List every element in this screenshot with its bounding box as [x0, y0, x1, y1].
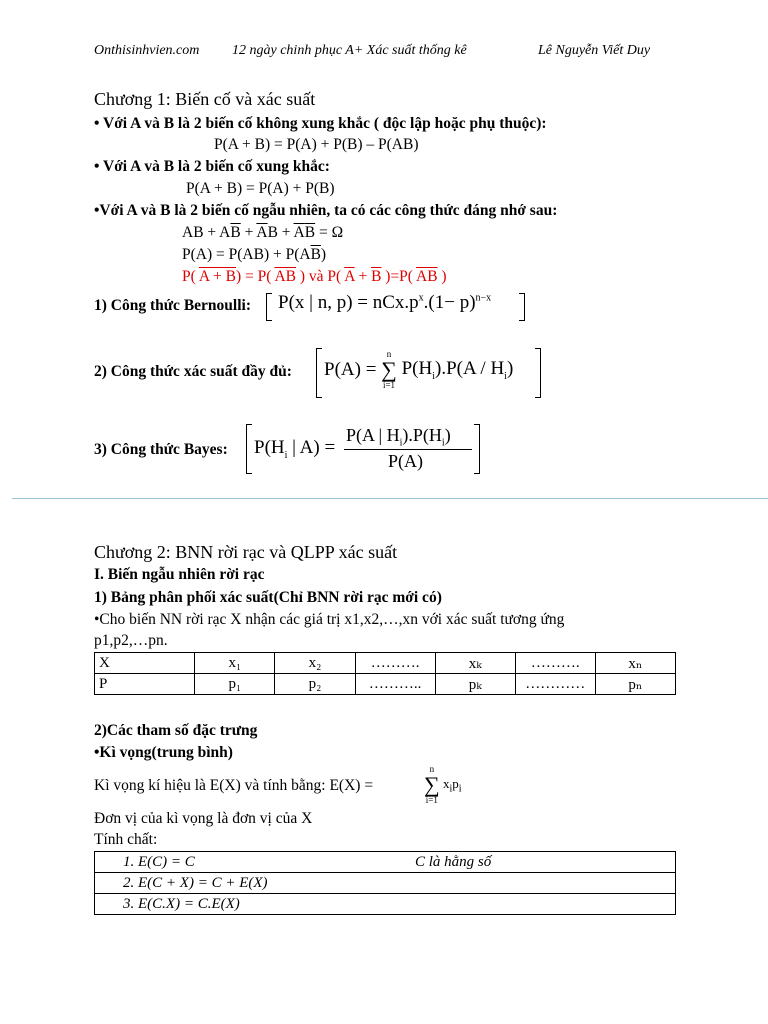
ch1-formula5: P( A + B) = P( $\overline{AB}$ ) và P( $\overline{A} + \overline{B}$ )=P( $\overline{AB}$ ): [182, 268, 447, 285]
table-cell: p₂: [275, 674, 355, 695]
ch1-bullet3: •Với A và B là 2 biến cố ngẫu nhiên, ta có các công thức đáng nhớ sau:: [94, 202, 558, 219]
table-cell: x₂: [275, 653, 355, 674]
chapter1-title: Chương 1: Biến cố và xác suất: [94, 89, 316, 109]
full-prob-formula: P(A) = n ∑ i=1 $P(H_i).P(A / H_i)$: [324, 349, 514, 390]
header-author: Lê Nguyễn Viết Duy: [538, 43, 651, 58]
table-cell: …………: [515, 674, 595, 695]
table-row: [95, 674, 676, 695]
properties-title: Tính chất:: [94, 831, 158, 848]
unit-text: Đơn vị của kì vọng là đơn vị của X: [94, 810, 313, 827]
distribution-table: [94, 652, 676, 695]
bayes-bracket-right: [474, 424, 480, 474]
header-site: Onthisinhvien.com: [94, 43, 200, 58]
table-cell: pₙ: [595, 674, 675, 695]
bayes-lhs: $P(H_i$ | A) =: [254, 437, 336, 461]
table-cell: [95, 873, 676, 894]
ch1-formula2: P(A + B) = P(A) + P(B): [186, 180, 335, 197]
bernoulli-bracket-right: [519, 293, 525, 321]
bernoulli-formula: P(x | n, $p) = nCx.p^x.(1- p)^{n-x}$: [278, 292, 492, 313]
header-course: 12 ngày chinh phục A+ Xác suất thống kê: [232, 43, 467, 58]
bayes-bracket-left: [246, 424, 252, 474]
bernoulli-label: 1) Công thức Bernoulli:: [94, 297, 251, 314]
table-cell: P: [95, 674, 195, 695]
section-divider: [12, 498, 768, 499]
table-cell: x₁: [195, 653, 275, 674]
ch1-bullet2: • Với A và B là 2 biến cố xung khắc:: [94, 158, 330, 175]
ch2-section3: 2)Các tham số đặc trưng: [94, 722, 258, 739]
properties-table: [94, 851, 676, 915]
table-cell: p₁: [195, 674, 275, 695]
bayes-fraction-bar: [344, 449, 472, 450]
bayes-numerator: P(A | $H_i).P(H_i)$: [346, 425, 451, 449]
full-bracket-left: [316, 348, 322, 398]
ch2-para1: •Cho biến NN rời rạc X nhận các giá trị x1,x2,…,xn với xác suất tương ứng: [94, 611, 565, 628]
property-3: 3. E(C.X) = C.E(X): [123, 895, 240, 912]
bayes-denominator: P(A): [388, 451, 423, 471]
table-row: [95, 894, 676, 915]
table-row: [95, 873, 676, 894]
ch1-formula1: P(A + B) = P(A) + P(B) – P(AB): [214, 136, 419, 153]
bernoulli-bracket-left: [266, 293, 272, 321]
chapter2-title: Chương 2: BNN rời rạc và QLPP xác suất: [94, 542, 398, 562]
table-cell: ………..: [355, 674, 435, 695]
property-1: 1. E(C) = C: [123, 853, 195, 870]
full-prob-label: 2) Công thức xác suất đầy đủ:: [94, 363, 292, 380]
ch2-para2: p1,p2,…pn.: [94, 632, 168, 649]
table-cell: [95, 894, 676, 915]
table-cell: xₙ: [595, 653, 675, 674]
expectation-text: Kì vọng kí hiệu là E(X) và tính bằng: E(X) =: [94, 777, 374, 794]
ch2-section2: 1) Bảng phân phối xác suất(Chỉ BNN rời rạc mới có): [94, 589, 442, 606]
table-cell: [95, 852, 676, 873]
property-2: 2. E(C + X) = C + E(X): [123, 874, 268, 891]
table-cell: X: [95, 653, 195, 674]
table-cell: pₖ: [435, 674, 515, 695]
ch2-section4: •Kì vọng(trung bình): [94, 744, 233, 761]
table-cell: xₖ: [435, 653, 515, 674]
expectation-formula: n ∑ i=1 $x_ip_i$: [424, 764, 462, 805]
table-cell: ……….: [355, 653, 435, 674]
table-row: [95, 852, 676, 873]
table-cell: ……….: [515, 653, 595, 674]
bayes-label: 3) Công thức Bayes:: [94, 441, 228, 458]
table-row: [95, 653, 676, 674]
ch2-section1: I. Biến ngẫu nhiên rời rạc: [94, 566, 265, 583]
ch1-bullet1: • Với A và B là 2 biến cố không xung khắc ( độc lập hoặc phụ thuộc):: [94, 115, 547, 132]
ch1-formula3: AB + $A\overline{B} + \overline{A}B + \overline{A}\overline{B} = \Omega$: [182, 224, 344, 241]
ch1-formula4: $P(A) = P(AB) + P(A\overline{B})$: [182, 246, 327, 263]
full-bracket-right: [535, 348, 541, 398]
property-1-note: C là hằng số: [415, 853, 492, 870]
